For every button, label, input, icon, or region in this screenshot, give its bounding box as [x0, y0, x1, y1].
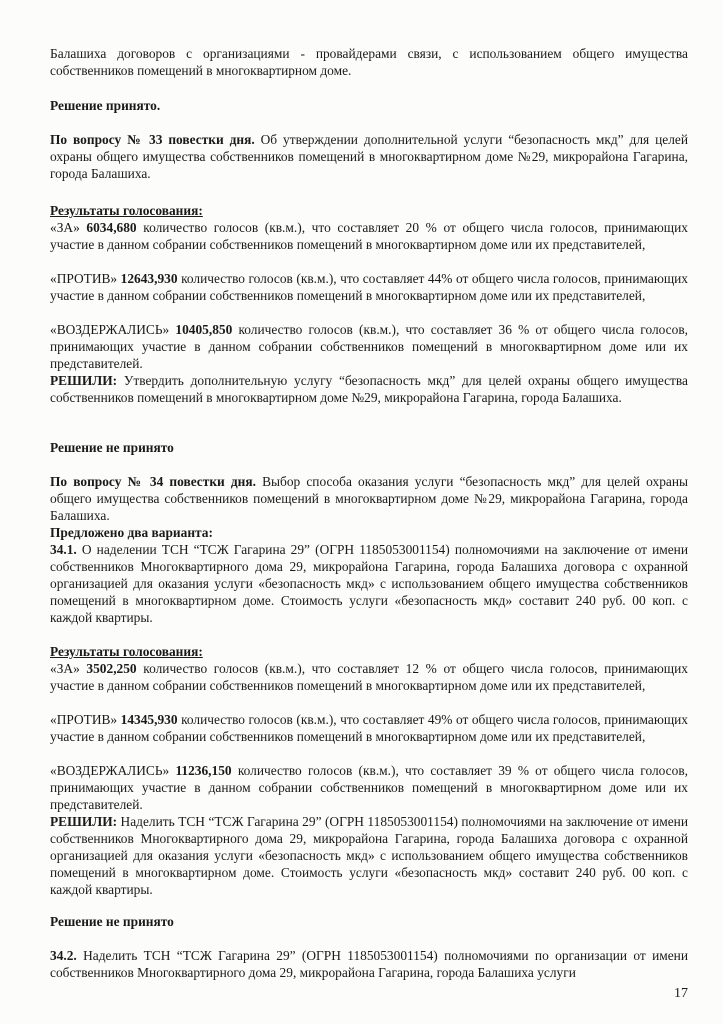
resolution-34-1 [50, 813, 688, 898]
decision-accepted: Решение принято. [50, 98, 161, 113]
vote-abstain-value: 10405,850 [175, 322, 233, 337]
vote-against-value: 14345,930 [120, 712, 178, 727]
resolution-33-text: Утвердить дополнительную услугу “безопасность мкд” для целей охраны общего имущества собственников помещений в многоквартирном доме №29, микрорайона Гагарина, города Балашиха. [50, 373, 688, 405]
vote-against-text: количество голосов (кв.м.), что составляет 49% от общего числа голосов, принимающих участие в данном собрании собственников помещений в многоквартирном доме или их представителей, [50, 712, 688, 744]
vote-abstain-text: количество голосов (кв.м.), что составляет 36 % от общего числа голосов, принимающих участие в данном собрании собственников помещений в многоквартирном доме или их представителей. [50, 322, 688, 371]
question-34-text: Выбор способа оказания услуги “безопасность мкд” для целей охраны общего имущества собственников помещений в многоквартирном доме №29, микрорайона Гагарина, города Балашиха. [50, 474, 688, 523]
vote-for-label: «ЗА» [50, 220, 80, 235]
decision-not-accepted-2: Решение не принято [50, 914, 174, 929]
vote-for-text: количество голосов (кв.м.), что составляет 12 % от общего числа голосов, принимающих участие в данном собрании собственников помещений в многоквартирном доме или их представителей, [50, 661, 688, 693]
voting-results-heading: Результаты голосования: [50, 203, 203, 218]
question-33 [50, 131, 688, 182]
option-34-1-number: 34.1. [50, 542, 77, 557]
vote-for-text: количество голосов (кв.м.), что составляет 20 % от общего числа голосов, принимающих участие в данном собрании собственников помещений в многоквартирном доме или их представителей, [50, 220, 688, 252]
two-options-heading: Предложено два варианта: [50, 525, 213, 540]
vote-34-against [50, 711, 688, 745]
vote-abstain-label: «ВОЗДЕРЖАЛИСЬ» [50, 763, 170, 778]
vote-for-label: «ЗА» [50, 661, 80, 676]
question-34 [50, 473, 688, 524]
vote-34-abstain [50, 762, 688, 813]
option-34-2 [50, 947, 688, 981]
vote-33-against [50, 270, 688, 304]
vote-33-abstain [50, 321, 688, 372]
vote-for-value: 3502,250 [86, 661, 137, 676]
page-number: 17 [674, 986, 688, 1001]
vote-against-value: 12643,930 [120, 271, 178, 286]
vote-abstain-value: 11236,150 [175, 763, 232, 778]
voting-results-heading-34: Результаты голосования: [50, 644, 203, 659]
question-33-heading: По вопросу № 33 повестки дня. [50, 132, 255, 147]
option-34-2-text: Наделить ТСН “ТСЖ Гагарина 29” (ОГРН 1185053001154) полномочиями по организации от имени собственников Многоквартирного дома 29, микрорайона Гагарина, города Балашиха услуги [50, 948, 688, 980]
vote-against-label: «ПРОТИВ» [50, 712, 118, 727]
paragraph-continuation: Балашиха договоров с организациями - провайдерами связи, с использованием общего имущества собственников помещений в многоквартирном доме. [50, 46, 688, 78]
vote-against-label: «ПРОТИВ» [50, 271, 118, 286]
vote-abstain-text: количество голосов (кв.м.), что составляет 39 % от общего числа голосов, принимающих участие в данном собрании собственников помещений в многоквартирном доме или их представителей. [50, 763, 688, 812]
resolution-33 [50, 372, 688, 406]
resolved-label: РЕШИЛИ: [50, 373, 118, 388]
vote-33-for [50, 219, 688, 253]
question-33-text: Об утверждении дополнительной услуги “безопасность мкд” для целей охраны общего имущества собственников помещений в многоквартирном доме №29, микрорайона Гагарина, города Балашиха. [50, 132, 688, 181]
option-34-1 [50, 541, 688, 626]
option-34-2-number: 34.2. [50, 948, 77, 963]
vote-abstain-label: «ВОЗДЕРЖАЛИСЬ» [50, 322, 170, 337]
option-34-1-text: О наделении ТСН “ТСЖ Гагарина 29” (ОГРН 1185053001154) полномочиями на заключение от имени собственников Многоквартирного дома 29, микрорайона Гагарина, города Балашиха договора с охранной организацией для оказания услуги «безопасность мкд» с использованием общего имущества собственников помещений в многоквартирном доме. Стоимость услуги «безопасность мкд» составит 240 руб. 00 коп. с каждой квартиры. [50, 542, 688, 625]
question-34-heading: По вопросу № 34 повестки дня. [50, 474, 256, 489]
decision-not-accepted: Решение не принято [50, 440, 174, 455]
vote-for-value: 6034,680 [86, 220, 137, 235]
vote-against-text: количество голосов (кв.м.), что составляет 44% от общего числа голосов, принимающих участие в данном собрании собственников помещений в многоквартирном доме или их представителей, [50, 271, 688, 303]
resolved-label: РЕШИЛИ: [50, 814, 118, 829]
vote-34-for [50, 660, 688, 694]
resolution-34-1-text: Наделить ТСН “ТСЖ Гагарина 29” (ОГРН 1185053001154) полномочиями на заключение от имени собственников Многоквартирного дома 29, микрорайона Гагарина, города Балашиха договора с охранной организацией для оказания услуги «безопасность мкд» с использованием общего имущества собственников помещений в многоквартирном доме. Стоимость услуги «безопасность мкд» составит 240 руб. 00 коп. с каждой квартиры. [50, 814, 688, 897]
